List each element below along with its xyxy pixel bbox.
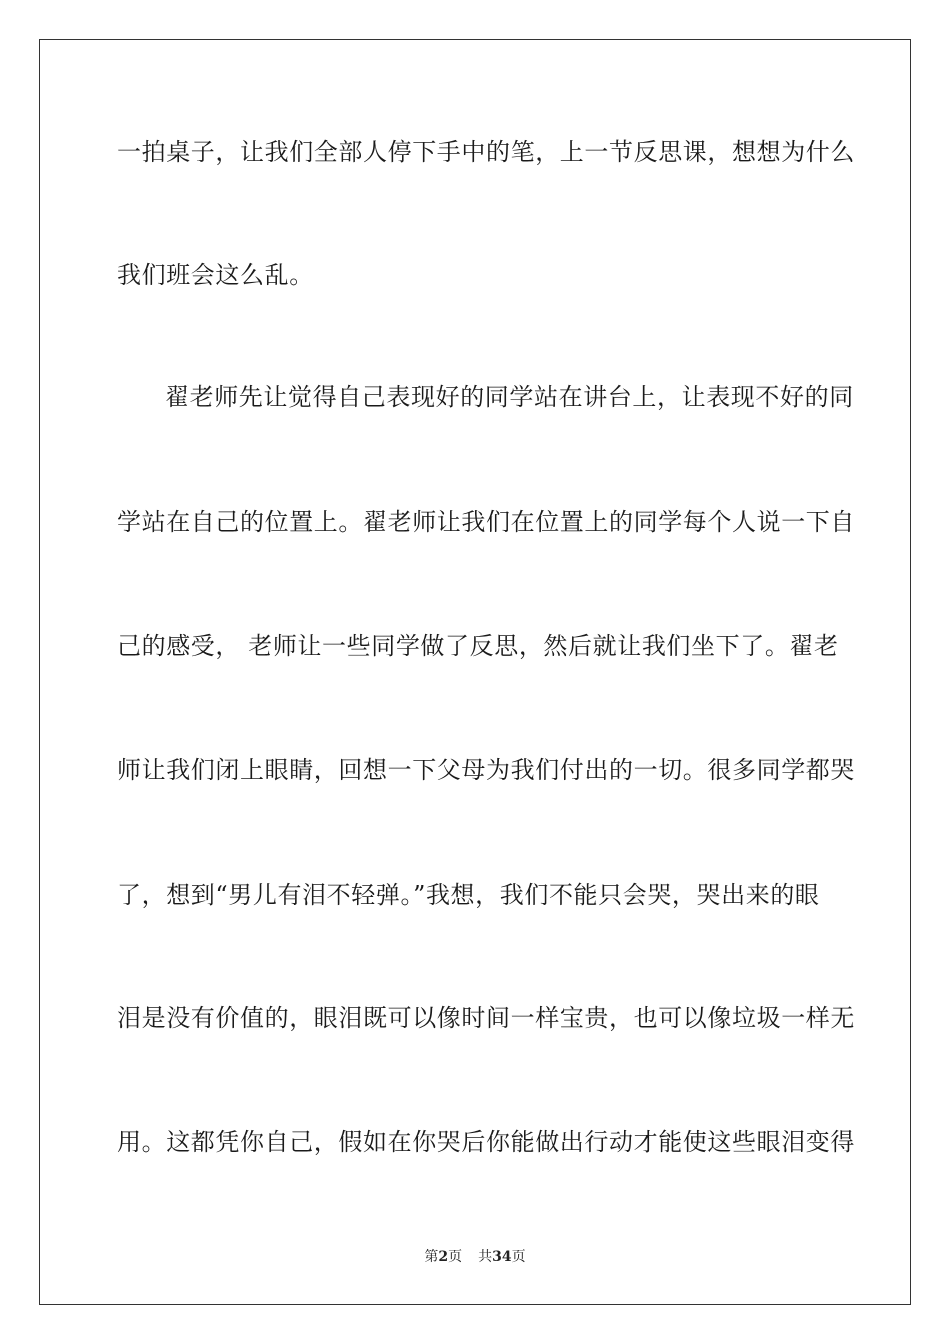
page-footer — [0, 1247, 950, 1267]
text-line: 师让我们闭上眼睛，回想一下父母为我们付出的一切。很多同学都哭 — [117, 756, 855, 784]
total-suffix: 页 — [511, 1249, 526, 1265]
page-number: 2 — [438, 1249, 449, 1265]
text-line: 己的感受， 老师让一些同学做了反思，然后就让我们坐下了。翟老 — [117, 632, 839, 660]
page-border — [39, 39, 911, 1305]
text-line: 学站在自己的位置上。翟老师让我们在位置上的同学每个人说一下自 — [117, 508, 855, 536]
total-prefix: 共 — [478, 1249, 493, 1265]
text-line: 一拍桌子，让我们全部人停下手中的笔，上一节反思课，想想为什么 — [117, 138, 855, 166]
text-line: 泪是没有价值的，眼泪既可以像时间一样宝贵，也可以像垃圾一样无 — [117, 1004, 855, 1032]
page-suffix: 页 — [448, 1249, 463, 1265]
text-line: 用。这都凭你自己，假如在你哭后你能做出行动才能使这些眼泪变得 — [117, 1128, 855, 1156]
page-prefix: 第 — [424, 1249, 439, 1265]
paragraph-start-line: 翟老师先让觉得自己表现好的同学站在讲台上，让表现不好的同 — [165, 383, 854, 411]
text-line: 了，想到“男儿有泪不轻弹。”我想，我们不能只会哭，哭出来的眼 — [117, 881, 820, 909]
text-line: 我们班会这么乱。 — [117, 261, 314, 289]
total-pages: 34 — [492, 1249, 512, 1265]
